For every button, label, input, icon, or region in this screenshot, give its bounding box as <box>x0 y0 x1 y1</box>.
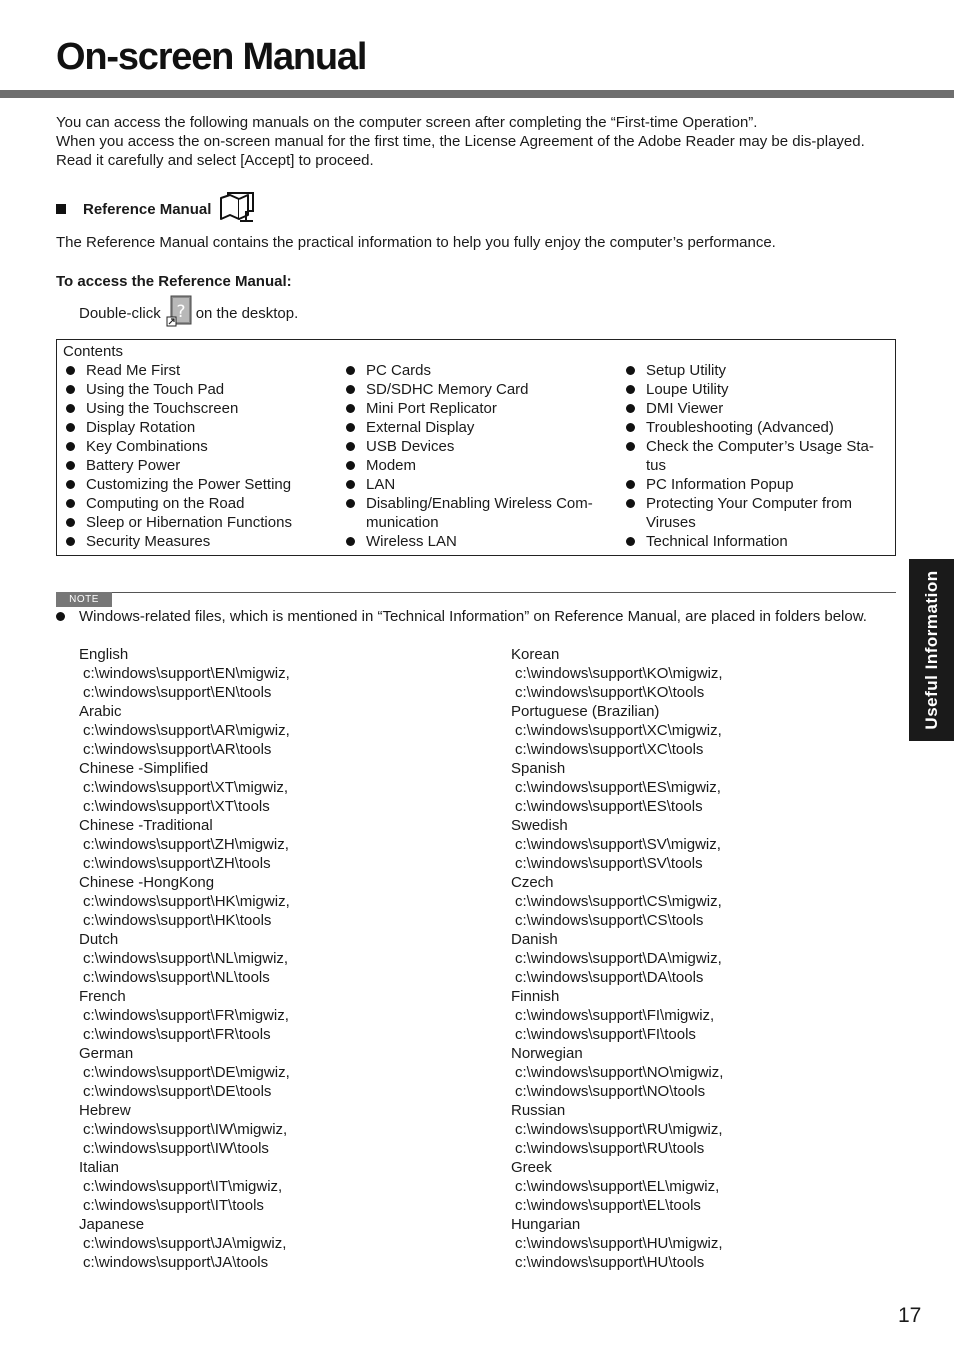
page-number: 17 <box>898 1304 922 1327</box>
folder-path: c:\windows\support\AR\tools <box>83 741 272 758</box>
folder-path: c:\windows\support\JA\tools <box>83 1254 269 1271</box>
language-name: Russian <box>511 1102 566 1119</box>
language-name: Danish <box>511 931 558 948</box>
contents-item: USB Devices <box>343 437 613 456</box>
folder-path: c:\windows\support\HU\tools <box>515 1254 705 1271</box>
title-divider <box>0 90 954 98</box>
folder-path: c:\windows\support\XC\tools <box>515 741 704 758</box>
folder-path: c:\windows\support\ZH\migwiz, <box>83 836 289 853</box>
language-name: Chinese -HongKong <box>79 874 215 891</box>
intro-line-2: When you access the on-screen manual for the first time, the License Agreement of the Adobe Reader may be dis-played. Read it carefully and select [Accept] to proceed. <box>56 133 865 169</box>
contents-item: Customizing the Power Setting <box>63 475 333 494</box>
language-name: French <box>79 988 126 1005</box>
contents-item: External Display <box>343 418 613 437</box>
folder-path: c:\windows\support\JA\migwiz, <box>83 1235 287 1252</box>
folder-path: c:\windows\support\FR\tools <box>83 1026 271 1043</box>
contents-item: PC Cards <box>343 361 613 380</box>
language-name: Dutch <box>79 931 119 948</box>
folder-path: c:\windows\support\CS\tools <box>515 912 704 929</box>
contents-column-3 <box>623 361 891 551</box>
side-tab-label: Useful Information <box>921 570 941 730</box>
folder-path: c:\windows\support\DA\tools <box>515 969 704 986</box>
language-list-right <box>511 645 891 1272</box>
language-name: Hebrew <box>79 1102 131 1119</box>
contents-item: Disabling/Enabling Wireless Com-munication <box>343 494 613 532</box>
contents-item: Check the Computer’s Usage Sta-tus <box>623 437 891 475</box>
note-divider <box>56 592 896 593</box>
folder-path: c:\windows\support\EL\tools <box>515 1197 701 1214</box>
language-name: Spanish <box>511 760 566 777</box>
reference-manual-title: Reference Manual <box>83 200 212 218</box>
folder-path: c:\windows\support\IT\tools <box>83 1197 264 1214</box>
page-title: On-screen Manual <box>56 36 367 78</box>
language-name: Arabic <box>79 703 122 720</box>
note-text-block <box>56 607 886 626</box>
contents-item: Using the Touchscreen <box>63 399 333 418</box>
reference-manual-description: The Reference Manual contains the practical information to help you fully enjoy the computer’s performance. <box>56 234 776 251</box>
double-click-instruction <box>79 296 298 330</box>
contents-item: PC Information Popup <box>623 475 891 494</box>
folder-path: c:\windows\support\FI\tools <box>515 1026 696 1043</box>
folder-path: c:\windows\support\NO\migwiz, <box>515 1064 724 1081</box>
folder-path: c:\windows\support\IT\migwiz, <box>83 1178 283 1195</box>
note-text: Windows-related files, which is mentioned in “Technical Information” on Reference Manual, are placed in folders below. <box>79 608 867 625</box>
folder-path: c:\windows\support\ZH\tools <box>83 855 271 872</box>
on-desktop-text: on the desktop. <box>195 304 299 322</box>
folder-path: c:\windows\support\KO\tools <box>515 684 705 701</box>
contents-item: Computing on the Road <box>63 494 333 513</box>
contents-item: DMI Viewer <box>623 399 891 418</box>
language-name: Swedish <box>511 817 568 834</box>
contents-item: Setup Utility <box>623 361 891 380</box>
folder-path: c:\windows\support\NO\tools <box>515 1083 706 1100</box>
contents-column-1 <box>63 361 333 551</box>
folder-path: c:\windows\support\IW\migwiz, <box>83 1121 288 1138</box>
contents-item: Read Me First <box>63 361 333 380</box>
contents-item: Key Combinations <box>63 437 333 456</box>
contents-item: Modem <box>343 456 613 475</box>
intro-text <box>56 113 886 170</box>
folder-path: c:\windows\support\EL\migwiz, <box>515 1178 720 1195</box>
folder-path: c:\windows\support\CS\migwiz, <box>515 893 722 910</box>
side-tab <box>909 559 954 741</box>
contents-column-2 <box>343 361 613 551</box>
folder-path: c:\windows\support\EN\tools <box>83 684 272 701</box>
folder-path: c:\windows\support\IW\tools <box>83 1140 269 1157</box>
reference-manual-heading <box>56 194 257 224</box>
folder-path: c:\windows\support\NL\tools <box>83 969 270 986</box>
folder-path: c:\windows\support\HK\migwiz, <box>83 893 290 910</box>
svg-text:?: ? <box>176 301 186 322</box>
folder-path: c:\windows\support\DE\migwiz, <box>83 1064 290 1081</box>
intro-line-1: You can access the following manuals on the computer screen after completing the “First-time Operation”. <box>56 114 758 131</box>
contents-item: Troubleshooting (Advanced) <box>623 418 891 437</box>
contents-item: SD/SDHC Memory Card <box>343 380 613 399</box>
language-name: Greek <box>511 1159 552 1176</box>
folder-path: c:\windows\support\RU\tools <box>515 1140 705 1157</box>
folder-path: c:\windows\support\HU\migwiz, <box>515 1235 723 1252</box>
bullet-icon <box>56 612 65 621</box>
language-name: Portuguese (Brazilian) <box>511 703 660 720</box>
folder-path: c:\windows\support\NL\migwiz, <box>83 950 289 967</box>
contents-item: Technical Information <box>623 532 891 551</box>
folder-path: c:\windows\support\SV\tools <box>515 855 703 872</box>
contents-item: Display Rotation <box>63 418 333 437</box>
folder-path: c:\windows\support\FI\migwiz, <box>515 1007 715 1024</box>
language-name: Norwegian <box>511 1045 583 1062</box>
folder-path: c:\windows\support\DA\migwiz, <box>515 950 722 967</box>
language-name: German <box>79 1045 134 1062</box>
note-badge: NOTE <box>56 592 112 607</box>
folder-path: c:\windows\support\FR\migwiz, <box>83 1007 289 1024</box>
square-bullet-icon <box>56 204 66 214</box>
folder-path: c:\windows\support\AR\migwiz, <box>83 722 290 739</box>
folder-path: c:\windows\support\ES\migwiz, <box>515 779 721 796</box>
folder-path: c:\windows\support\ES\tools <box>515 798 703 815</box>
manual-book-icon <box>219 191 257 227</box>
language-name: Finnish <box>511 988 560 1005</box>
folder-path: c:\windows\support\XT\tools <box>83 798 270 815</box>
folder-path: c:\windows\support\XC\migwiz, <box>515 722 722 739</box>
language-name: Chinese -Traditional <box>79 817 213 834</box>
contents-item: Security Measures <box>63 532 333 551</box>
double-click-text: Double-click <box>79 304 161 322</box>
language-name: Hungarian <box>511 1216 581 1233</box>
contents-item: Sleep or Hibernation Functions <box>63 513 333 532</box>
folder-path: c:\windows\support\SV\migwiz, <box>515 836 721 853</box>
help-document-icon[interactable] <box>166 295 192 332</box>
contents-item: Battery Power <box>63 456 333 475</box>
contents-item: Mini Port Replicator <box>343 399 613 418</box>
language-name: Italian <box>79 1159 120 1176</box>
folder-path: c:\windows\support\DE\tools <box>83 1083 272 1100</box>
contents-item: Loupe Utility <box>623 380 891 399</box>
contents-item: Using the Touch Pad <box>63 380 333 399</box>
language-name: English <box>79 646 129 663</box>
folder-path: c:\windows\support\KO\migwiz, <box>515 665 723 682</box>
language-name: Czech <box>511 874 554 891</box>
folder-path: c:\windows\support\HK\tools <box>83 912 272 929</box>
access-heading: To access the Reference Manual: <box>56 273 292 290</box>
folder-path: c:\windows\support\EN\migwiz, <box>83 665 290 682</box>
contents-item: Protecting Your Computer from Viruses <box>623 494 891 532</box>
language-name: Chinese -Simplified <box>79 760 209 777</box>
contents-label: Contents <box>63 343 124 360</box>
language-name: Korean <box>511 646 560 663</box>
contents-item: LAN <box>343 475 613 494</box>
language-name: Japanese <box>79 1216 145 1233</box>
language-list-left <box>79 645 479 1272</box>
contents-item: Wireless LAN <box>343 532 613 551</box>
folder-path: c:\windows\support\RU\migwiz, <box>515 1121 723 1138</box>
contents-box <box>56 339 896 556</box>
folder-path: c:\windows\support\XT\migwiz, <box>83 779 289 796</box>
